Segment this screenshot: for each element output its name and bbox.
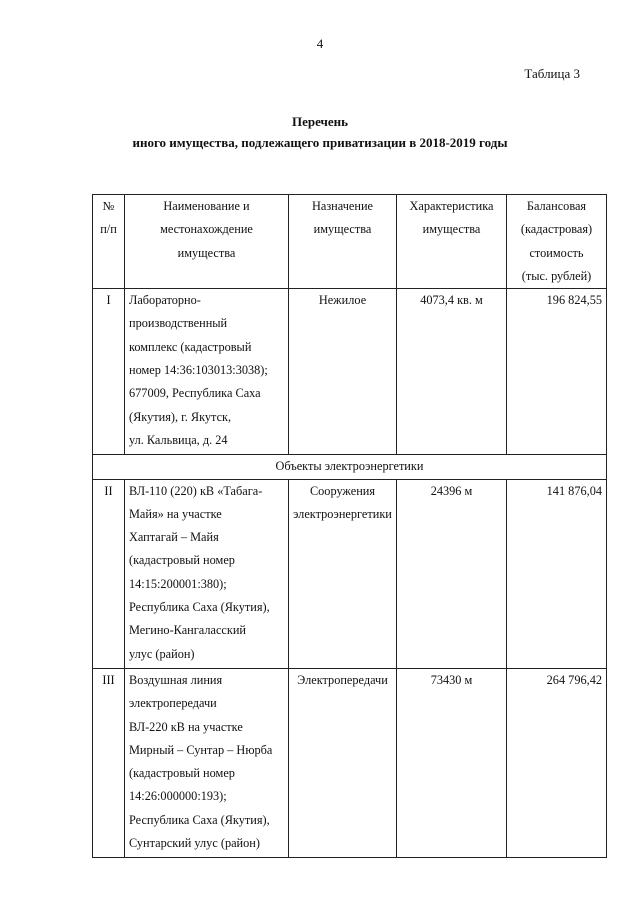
row-name-line: электропередачи	[129, 696, 217, 711]
row-number: III	[93, 668, 125, 857]
row-name-line: Сунтарский улус (район)	[129, 836, 260, 851]
row-name-line: Майя» на участке	[129, 506, 222, 521]
header-name-line: имущества	[177, 245, 236, 260]
row-name	[125, 479, 289, 668]
header-purpose-line: Назначение	[311, 199, 373, 213]
header-name-line: Наименование и	[163, 199, 250, 213]
row-name-line: ул. Кальвица, д. 24	[129, 432, 228, 447]
row-purpose-line: Сооружения	[309, 483, 376, 498]
header-value	[507, 195, 607, 289]
row-name-line: (кадастровый номер	[129, 553, 235, 568]
row-name-line: Лабораторно-	[129, 293, 201, 308]
header-characteristic-line: Характеристика	[409, 199, 494, 213]
row-name-line: 14:15:200001:380);	[129, 576, 227, 591]
document-subtitle: иного имущества, подлежащего приватизации в 2018-2019 годы	[132, 135, 508, 150]
header-name	[125, 195, 289, 289]
row-value: 264 796,42	[507, 668, 607, 857]
row-name-line: улус (район)	[129, 646, 195, 661]
table-row	[93, 668, 607, 857]
table-header-row	[93, 195, 607, 289]
row-name-line: Республика Саха (Якутия),	[129, 600, 270, 615]
row-characteristic: 4073,4 кв. м	[397, 289, 507, 455]
header-number	[93, 195, 125, 289]
row-name-line: комплекс (кадастровый	[129, 339, 252, 354]
table-row	[93, 479, 607, 668]
header-characteristic-line: имущества	[422, 222, 481, 237]
row-name-line: номер 14:36:103013:3038);	[129, 363, 268, 378]
header-value-line: (тыс. рублей)	[521, 268, 592, 283]
asset-table	[92, 194, 607, 858]
row-name-line: Воздушная линия	[129, 672, 223, 687]
row-purpose-line: электроэнергетики	[293, 506, 392, 521]
row-purpose	[289, 668, 397, 857]
row-name-line: (кадастровый номер	[129, 766, 235, 781]
row-value: 141 876,04	[507, 479, 607, 668]
header-characteristic	[397, 195, 507, 289]
header-value-line: стоимость	[529, 245, 584, 260]
header-number-line: п/п	[100, 222, 117, 237]
section-heading-row	[93, 455, 607, 479]
row-purpose	[289, 289, 397, 455]
row-name-line: ВЛ-110 (220) кВ «Табага-	[129, 483, 263, 498]
page-number: 4	[316, 36, 324, 51]
header-purpose	[289, 195, 397, 289]
header-number-line: №	[102, 199, 115, 213]
row-name-line: 14:26:000000:193);	[129, 789, 227, 804]
row-characteristic: 73430 м	[397, 668, 507, 857]
row-number: II	[93, 479, 125, 668]
row-purpose	[289, 479, 397, 668]
header-purpose-line: имущества	[313, 222, 372, 237]
row-name	[125, 668, 289, 857]
row-number: I	[93, 289, 125, 455]
table-label: Таблица 3	[524, 66, 580, 81]
row-purpose-line: Электропередачи	[297, 672, 388, 687]
row-name-line: производственный	[129, 316, 228, 331]
header-value-line: (кадастровая)	[520, 222, 593, 237]
row-purpose-line: Нежилое	[318, 293, 367, 308]
row-name-line: Мирный – Сунтар – Нюрба	[129, 742, 273, 757]
row-value: 196 824,55	[507, 289, 607, 455]
section-heading: Объекты электроэнергетики	[93, 455, 607, 479]
row-name	[125, 289, 289, 455]
row-characteristic: 24396 м	[397, 479, 507, 668]
header-name-line: местонахождение	[160, 222, 253, 237]
row-name-line: ВЛ-220 кВ на участке	[129, 719, 243, 734]
header-value-line: Балансовая	[526, 199, 587, 213]
row-name-line: (Якутия), г. Якутск,	[129, 409, 232, 424]
row-name-line: Мегино-Кангаласский	[129, 623, 247, 638]
row-name-line: 677009, Республика Саха	[129, 386, 261, 401]
row-name-line: Хаптагай – Майя	[129, 530, 219, 545]
document-title: Перечень	[291, 114, 349, 129]
table-row	[93, 289, 607, 455]
row-name-line: Республика Саха (Якутия),	[129, 812, 270, 827]
